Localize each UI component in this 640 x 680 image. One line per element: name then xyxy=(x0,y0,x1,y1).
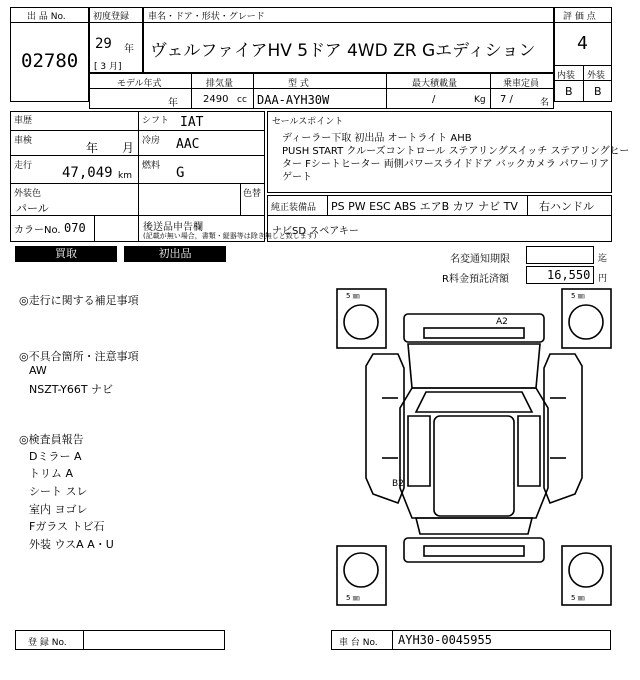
inspector-title: ◎検査員報告 xyxy=(19,433,84,446)
first-reg-month: [ 3 月] xyxy=(94,62,122,72)
model-year-unit: 年 xyxy=(168,98,178,109)
mileage-unit: km xyxy=(118,171,132,181)
color-no-label: カラーNo. xyxy=(14,225,61,236)
inspection-year: 年 xyxy=(86,141,99,155)
recycle-unit: 円 xyxy=(598,274,608,284)
tire-label-rl: 5 ㎜ xyxy=(346,594,360,602)
chassis-label: 車 台 No. xyxy=(339,638,378,648)
exterior-label: 外装 xyxy=(587,71,606,81)
ext-color-value: パール xyxy=(16,202,49,215)
exterior-grade: B xyxy=(594,85,602,98)
tire-label-fl: 5 ㎜ xyxy=(346,292,360,300)
carname-label: 車名・ドア・形状・グレード xyxy=(148,12,265,22)
inspector-item-1: Dミラー A xyxy=(29,450,82,463)
name-change-unit: 迄 xyxy=(598,254,608,264)
capacity-unit: 名 xyxy=(540,98,550,108)
aftermarket-label: 後送品申告欄 xyxy=(143,222,203,233)
model-label: 型 式 xyxy=(288,79,309,89)
recycle-label: R料金預託済額 xyxy=(442,274,509,285)
score-label: 評 価 点 xyxy=(563,12,596,22)
damage-mark-b2: B2 xyxy=(392,479,404,489)
color-no-value: 070 xyxy=(64,221,86,235)
chassis-value: AYH30-0045955 xyxy=(398,633,492,647)
fuel-label: 燃料 xyxy=(142,161,161,171)
shift-label: シフト xyxy=(142,116,170,126)
year-unit: 年 xyxy=(124,44,134,55)
lot-label: 出 品 No. xyxy=(27,12,66,22)
inspector-item-5: Fガラス トビ石 xyxy=(29,520,105,533)
history-label: 車歴 xyxy=(14,116,33,126)
tire-label-fr: 5 ㎜ xyxy=(571,292,585,300)
displacement-label: 排気量 xyxy=(206,79,234,89)
model-value: DAA-AYH30W xyxy=(257,93,330,107)
name-change-label: 名変通知期限 xyxy=(450,254,510,265)
capacity-value: 7 / xyxy=(500,94,513,105)
defects-title: ◎不具合箇所・注意事項 xyxy=(19,350,139,363)
lot-number: 02780 xyxy=(21,50,79,72)
model-year-label: モデル年式 xyxy=(117,79,162,89)
interior-label: 内装 xyxy=(557,71,576,81)
mileage-value: 47,049 xyxy=(62,165,113,181)
sales-line-3: ター Fシートヒーター 両側パワースライドドア バックカメラ パワーリア xyxy=(282,159,609,170)
color-change-label: 色替 xyxy=(243,189,262,199)
tire-label-rr: 5 ㎜ xyxy=(571,594,585,602)
defect-item-2: NSZT-Y66T ナビ xyxy=(29,383,114,396)
displacement-unit: cc xyxy=(237,95,247,105)
first-listing-badge: 初出品 xyxy=(124,246,226,262)
defect-item-1: AW xyxy=(29,364,47,377)
aftermarket-note: (記載が無い場合，書類・縦器等は除き無しと致します) xyxy=(143,232,317,240)
car-damage-diagram xyxy=(336,288,612,606)
inspector-item-3: シート スレ xyxy=(29,485,88,498)
inspector-item-6: 外装 ウスA A・U xyxy=(29,538,114,551)
inspector-item-4: 室内 ヨゴレ xyxy=(29,503,88,516)
sales-line-1: ディーラー下取 初出品 オートライト AHB xyxy=(282,133,472,144)
ac-label: 冷房 xyxy=(142,136,161,146)
inspection-month: 月 xyxy=(122,141,135,155)
registration-label: 登 録 No. xyxy=(28,638,67,648)
mileage-label: 走行 xyxy=(14,161,33,171)
extras-value: ナビSD スペアキー xyxy=(272,226,359,237)
shift-value: IAT xyxy=(180,115,204,130)
inspector-item-2: トリム A xyxy=(29,467,74,480)
score-value: 4 xyxy=(577,33,588,54)
handle-value: 右ハンドル xyxy=(539,200,594,213)
carname: ヴェルファイアHV 5ドア 4WD ZR Gエディション xyxy=(150,41,536,61)
name-change-field xyxy=(526,246,594,264)
interior-grade: B xyxy=(565,85,573,98)
first-reg-year: 29 xyxy=(95,36,112,52)
equipment-value: PS PW ESC ABS エアB カワ ナビ TV xyxy=(331,200,518,213)
fuel-value: G xyxy=(176,165,185,181)
equipment-label: 純正装備品 xyxy=(271,203,317,213)
sales-label: セールスポイント xyxy=(272,117,344,127)
sales-line-4: ゲート xyxy=(282,172,312,183)
purchase-badge: 買取 xyxy=(15,246,117,262)
sales-line-2: PUSH START クルーズコントロール ステアリングスイッチ ステアリングヒー xyxy=(282,146,630,157)
max-load-value: / xyxy=(432,94,436,105)
supplement-title: ◎走行に関する補足事項 xyxy=(19,294,139,307)
inspection-label: 車検 xyxy=(14,136,33,146)
recycle-value: 16,550 xyxy=(547,268,591,282)
ac-value: AAC xyxy=(176,137,200,152)
max-load-label: 最大積載量 xyxy=(412,79,458,89)
capacity-label: 乗車定員 xyxy=(503,79,540,89)
damage-mark-a2: A2 xyxy=(496,317,508,327)
max-load-unit: Kg xyxy=(474,95,486,105)
first-reg-label: 初度登録 xyxy=(93,12,130,22)
displacement-value: 2490 xyxy=(203,94,229,105)
ext-color-label: 外装色 xyxy=(14,189,42,199)
